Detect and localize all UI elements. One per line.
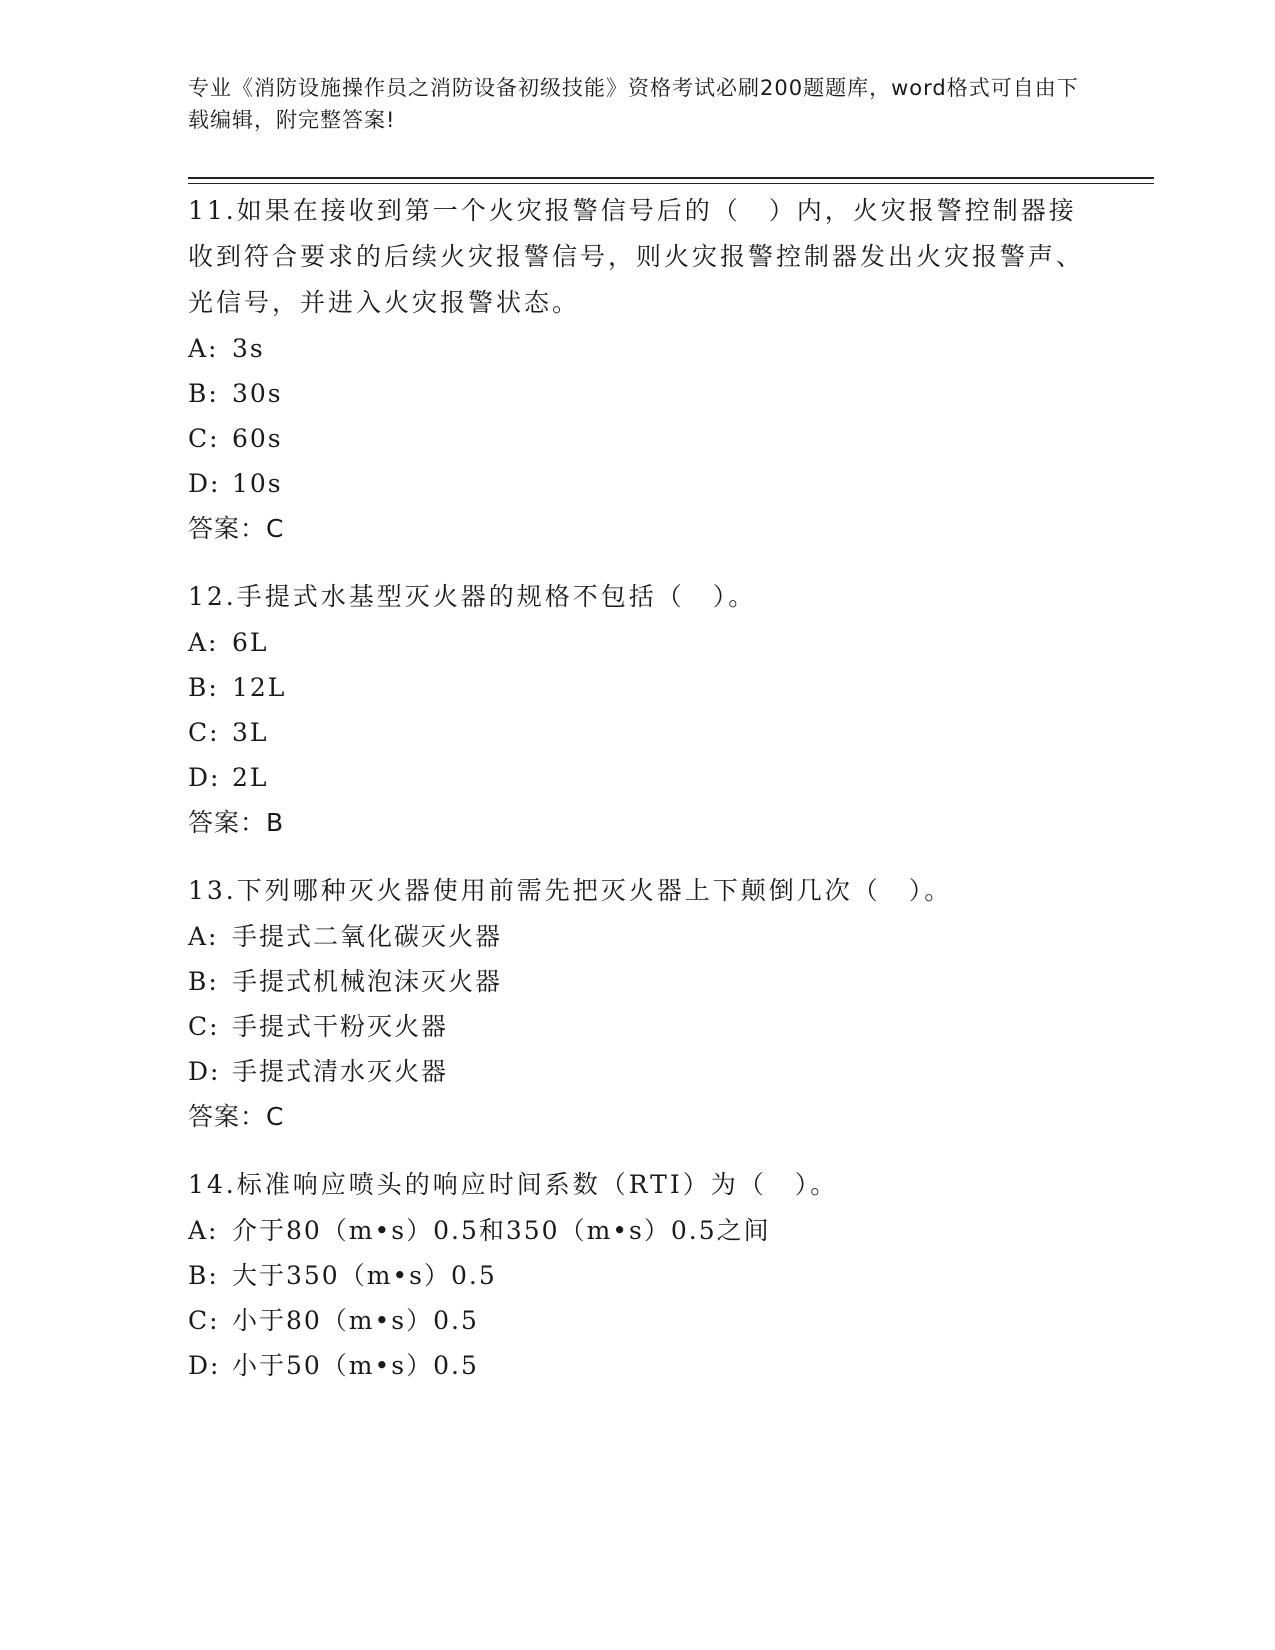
option-text: 3s: [232, 334, 265, 363]
option-letter: B:: [188, 673, 219, 702]
answer-line: 答案：B: [188, 808, 285, 837]
option-text: 手提式清水灭火器: [232, 1057, 449, 1086]
option-text: 60s: [232, 424, 283, 453]
option-text: 12L: [232, 673, 287, 702]
option-a: [188, 1208, 1088, 1253]
option-letter: C:: [188, 424, 220, 453]
question-11: [188, 188, 1088, 552]
option-d: [188, 461, 1088, 506]
question-13: [188, 868, 1088, 1140]
option-letter: A:: [188, 628, 219, 657]
question-stem: 11.如果在接收到第一个火灾报警信号后的（ ）内，火灾报警控制器接收到符合要求的后续火灾报警信号，则火灾报警控制器发出火灾报警声、光信号，并进入火灾报警状态。: [188, 196, 1085, 317]
option-text: 小于50（m•s）0.5: [232, 1351, 479, 1380]
option-letter: D:: [188, 1351, 221, 1380]
option-text: 手提式二氧化碳灭火器: [232, 922, 503, 951]
option-letter: A:: [188, 1216, 219, 1245]
document-header: 专业《消防设施操作员之消防设备初级技能》资格考试必刷200题题库，word格式可自由下载编辑，附完整答案!: [188, 76, 1079, 132]
header-divider-thick: [188, 177, 1154, 179]
option-letter: D:: [188, 469, 221, 498]
question-12: [188, 574, 1088, 846]
option-text: 6L: [232, 628, 269, 657]
option-letter: D:: [188, 1057, 221, 1086]
option-text: 介于80（m•s）0.5和350（m•s）0.5之间: [232, 1216, 771, 1245]
answer-line: 答案：C: [188, 514, 285, 543]
option-text: 手提式机械泡沫灭火器: [232, 967, 503, 996]
option-letter: A:: [188, 922, 219, 951]
option-text: 小于80（m•s）0.5: [232, 1306, 479, 1335]
question-14: [188, 1162, 1088, 1388]
question-stem: 12.手提式水基型灭火器的规格不包括（ ）。: [188, 582, 757, 611]
option-c: [188, 416, 1088, 461]
option-letter: D:: [188, 763, 221, 792]
option-a: [188, 620, 1088, 665]
option-b: [188, 371, 1088, 416]
option-a: [188, 914, 1088, 959]
option-text: 10s: [232, 469, 283, 498]
option-d: [188, 1343, 1088, 1388]
option-text: 3L: [232, 718, 269, 747]
option-text: 手提式干粉灭火器: [232, 1012, 449, 1041]
option-letter: B:: [188, 967, 219, 996]
question-stem: 14.标准响应喷头的响应时间系数（RTI）为（ ）。: [188, 1170, 839, 1199]
option-letter: A:: [188, 334, 219, 363]
option-text: 大于350（m•s）0.5: [232, 1261, 497, 1290]
option-d: [188, 755, 1088, 800]
option-b: [188, 1253, 1088, 1298]
option-letter: C:: [188, 1306, 220, 1335]
option-c: [188, 1298, 1088, 1343]
option-a: [188, 326, 1088, 371]
header-divider-thin: [188, 183, 1154, 184]
option-letter: B:: [188, 379, 219, 408]
option-d: [188, 1049, 1088, 1094]
question-stem: 13.下列哪种灭火器使用前需先把灭火器上下颠倒几次（ ）。: [188, 876, 953, 905]
question-list: [188, 188, 1088, 1410]
option-c: [188, 1004, 1088, 1049]
option-letter: C:: [188, 1012, 220, 1041]
option-text: 2L: [232, 763, 269, 792]
option-text: 30s: [232, 379, 283, 408]
option-c: [188, 710, 1088, 755]
option-letter: C:: [188, 718, 220, 747]
option-b: [188, 665, 1088, 710]
answer-line: 答案：C: [188, 1102, 285, 1131]
option-letter: B:: [188, 1261, 219, 1290]
option-b: [188, 959, 1088, 1004]
